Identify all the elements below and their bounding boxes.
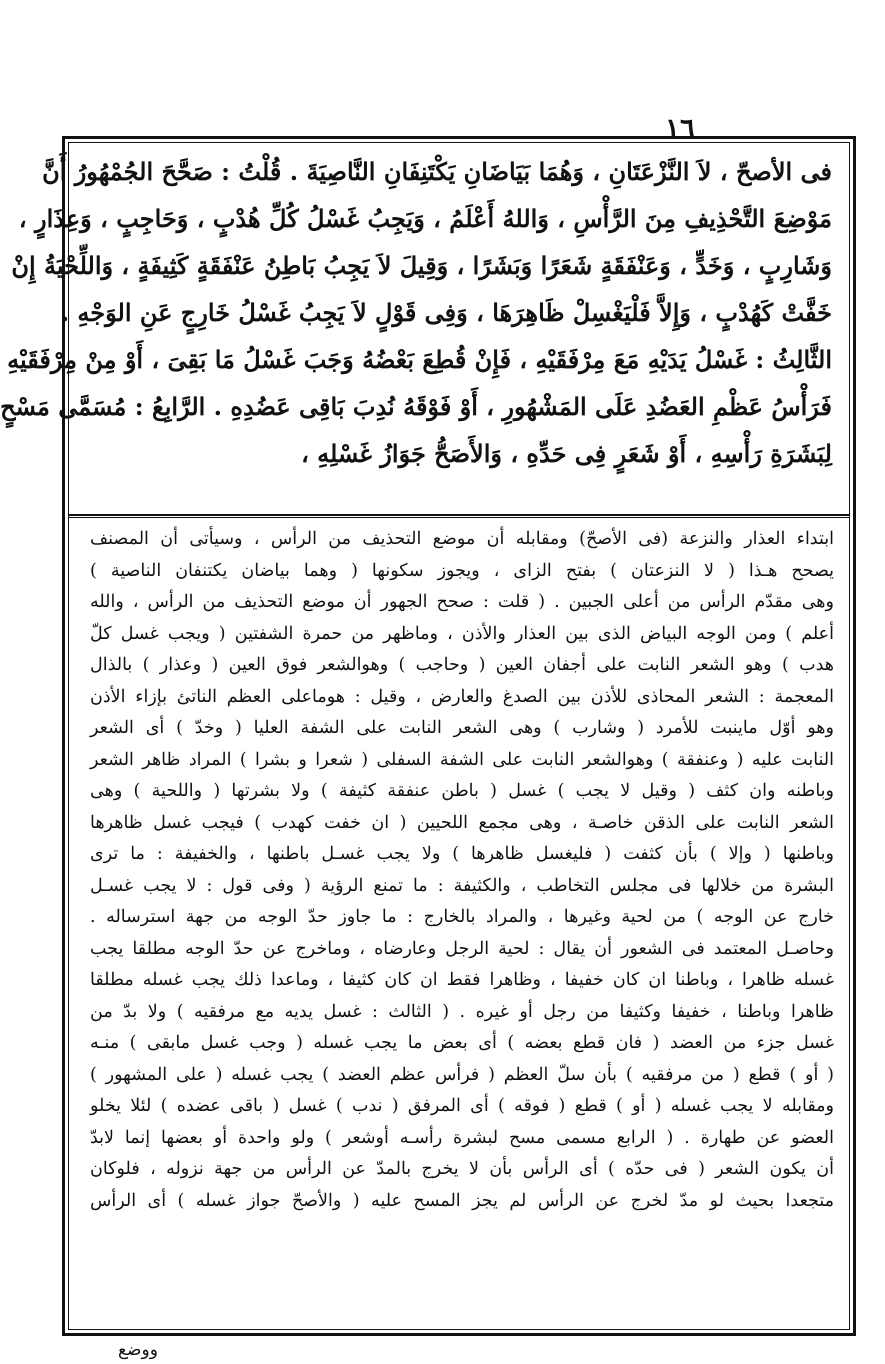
sharh-commentary-block <box>90 524 834 1217</box>
sharh-line: غسل جزء من العضد ( فان قطع بعضه ) أى بعض ما يجب غسله ( وجب غسل مابقى ) منـه <box>90 1033 834 1053</box>
sharh-line: وباطنها ( وإلا ) بأن كثفت ( فليغسل ظاهرها ) ولا يجب غسـل باطنها ، والخفيفة : ما ترى <box>90 844 834 864</box>
sharh-line: ومقابله لا يجب غسله ( أو ) قطع ( فوقه ) أى المرفق ( ندب ) غسل ( باقى عضده ) لئلا يخلو <box>90 1096 834 1116</box>
matn-line: فَرَأْسُ عَظْمِ العَضُدِ عَلَى المَشْهُورِ ، أَوْ فَوْقَهُ نُدِبَ بَاقِى عَضُدِهِ . الرَّابِعُ : مُسَمَّى مَسْحٍ <box>0 392 832 421</box>
sharh-line: وحاصـل المعتمد فى الشعور أن يقال : لحية الرجل وعارضاه ، وماخرج عن حدّ الوجه مطلقا يجب <box>90 938 834 959</box>
matn-line: خَفَّتْ كَهُدْبٍ ، وَإِلاَّ فَلْيَغْسِلْ ظَاهِرَهَا ، وَفِى قَوْلٍ لاَ يَجِبُ غَسْلُ خَارِجٍ عَنِ الوَجْهِ . <box>60 298 832 327</box>
sharh-line: ظاهرا وباطنا ، خفيفا وكثيفا من رجل أو غيره . ( الثالث : غسل يديه مع مرفقيه ) ولا بدّ من <box>90 1001 834 1022</box>
sharh-line: يصحح هـذا ( لا النزعتان ) بفتح الزاى ، ويجوز سكونها ( وهما بياضان يكتنفان الناصية ) <box>90 560 834 581</box>
page-number: ١٦ <box>664 112 696 145</box>
sharh-line: ( أو ) قطع ( من مرفقيه ) بأن سلّ العظم ( فرأس عظم العضد ) يجب غسله ( على المشهور ) <box>90 1064 834 1085</box>
sharh-line: وباطنه وان كثف ( وقيل لا يجب ) غسل ( باطن عنفقة كثيفة ) ولا بشرتها ( واللحية ) وهى <box>90 781 834 801</box>
sharh-line: متجعدا بحيث لو مدّ لخرج عن الرأس لم يجز المسح عليه ( والأصحّ جواز غسله ) أى الرأس <box>90 1190 834 1211</box>
matn-line: مَوْضِعَ التَّحْذِيفِ مِنَ الرَّأْسِ ، وَاللهُ أَعْلَمُ ، وَيَجِبُ غَسْلُ كُلِّ هُدْبٍ ، وَحَاجِبٍ ، وَعِذَارٍ ، <box>18 204 832 233</box>
catchword: ووضع <box>118 1340 158 1360</box>
sharh-line: هدب ) وهو الشعر النابت على أجفان العين ( وحاجب ) وهوالشعر فوق العين ( وعذار ) بالذال <box>90 655 834 675</box>
sharh-line: وهو أوّل ماينبت للأمرد ( وشارب ) وهى الشعر النابت على الشفة العليا ( وخدّ ) أى الشعر <box>90 718 834 738</box>
sharh-line: غسله ظاهرا ، وباطنا ان كان خفيفا ، وظاهرا فقط ان كان كثيفا ، وماعدا ذلك يجب غسله مطلقا <box>90 970 834 990</box>
sharh-line: النابت عليه ( وعنفقة ) وهوالشعر النابت على الشفة السفلى ( شعرا و بشرا ) المراد ظاهر الشعر <box>90 749 834 770</box>
matn-line: لِبَشَرَةِ رَأْسِهِ ، أَوْ شَعَرٍ فِى حَدِّهِ ، وَالأَصَحُّ جَوَازُ غَسْلِهِ ، <box>301 439 832 468</box>
sharh-line: البشرة من خلالها فى مجلس التخاطب ، والكثيفة : ما تمنع الرؤية ( وفى قول : لا يجب غسـل <box>90 875 834 896</box>
sharh-line: خارج عن الوجه ) من لحية وغيرها ، والمراد بالخارج : ما جاوز حدّ الوجه من جهة استرساله . <box>90 907 834 927</box>
matn-line: الثَّالِثُ : غَسْلُ يَدَيْهِ مَعَ مِرْفَقَيْهِ ، فَإِنْ قُطِعَ بَعْضُهُ وَجَبَ غَسْلُ مَا بَقِىَ ، أَوْ مِنْ مِرْفَقَيْهِ <box>7 345 832 374</box>
matn-sharh-divider <box>68 514 850 518</box>
sharh-line: أعلم ) ومن الوجه البياض الذى بين العذار والأذن ، وماظهر من حمرة الشفتين ( ويجب غسل كلّ <box>90 623 834 644</box>
matn-line: فى الأصحّ ، لاَ النَّزْعَتَانِ ، وَهُمَا بَيَاضَانِ يَكْتَنِفَانِ النَّاصِيَةَ . قُلْتُ : صَحَّحَ الجُمْهُورُ أَنَّ <box>42 157 832 186</box>
matn-text-block <box>0 148 832 477</box>
sharh-line: المعجمة : الشعر المحاذى للأذن بين الصدغ والعارض ، وقيل : هوماعلى العظم الناتئ بإزاء الأذن <box>90 686 834 707</box>
sharh-line: أن يكون الشعر ( فى حدّه ) أى الرأس بأن لا يخرج بالمدّ عن الرأس من جهة نزوله ، فلوكان <box>90 1159 834 1179</box>
matn-line: وَشَارِبٍ ، وَخَدٍّ ، وَعَنْفَقَةٍ شَعَرًا وَبَشَرًا ، وَقِيلَ لاَ يَجِبُ بَاطِنُ عَنْفَقَةٍ كَثِيفَةٍ ، وَاللِّحْيَةُ إِنْ <box>11 251 832 280</box>
sharh-line: العضو عن طهارة . ( الرابع مسمى مسح لبشرة رأسـه أوشعر ) ولو واحدة أو بعضها إنما لابدّ <box>90 1127 834 1148</box>
sharh-line: وهى مقدّم الرأس من أعلى الجبين . ( قلت : صحح الجهور أن موضع التحذيف من الرأس ، والله <box>90 592 834 612</box>
sharh-line: الشعر النابت على الذقن خاصـة ، وهى مجمع اللحيين ( ان خفت كهدب ) فيجب غسل ظاهرها <box>90 812 834 833</box>
sharh-line: ابتداء العذار والنزعة (فى الأصحّ) ومقابله أن موضع التحذيف من الرأس ، وسيأتى أن المصنف <box>90 529 834 549</box>
